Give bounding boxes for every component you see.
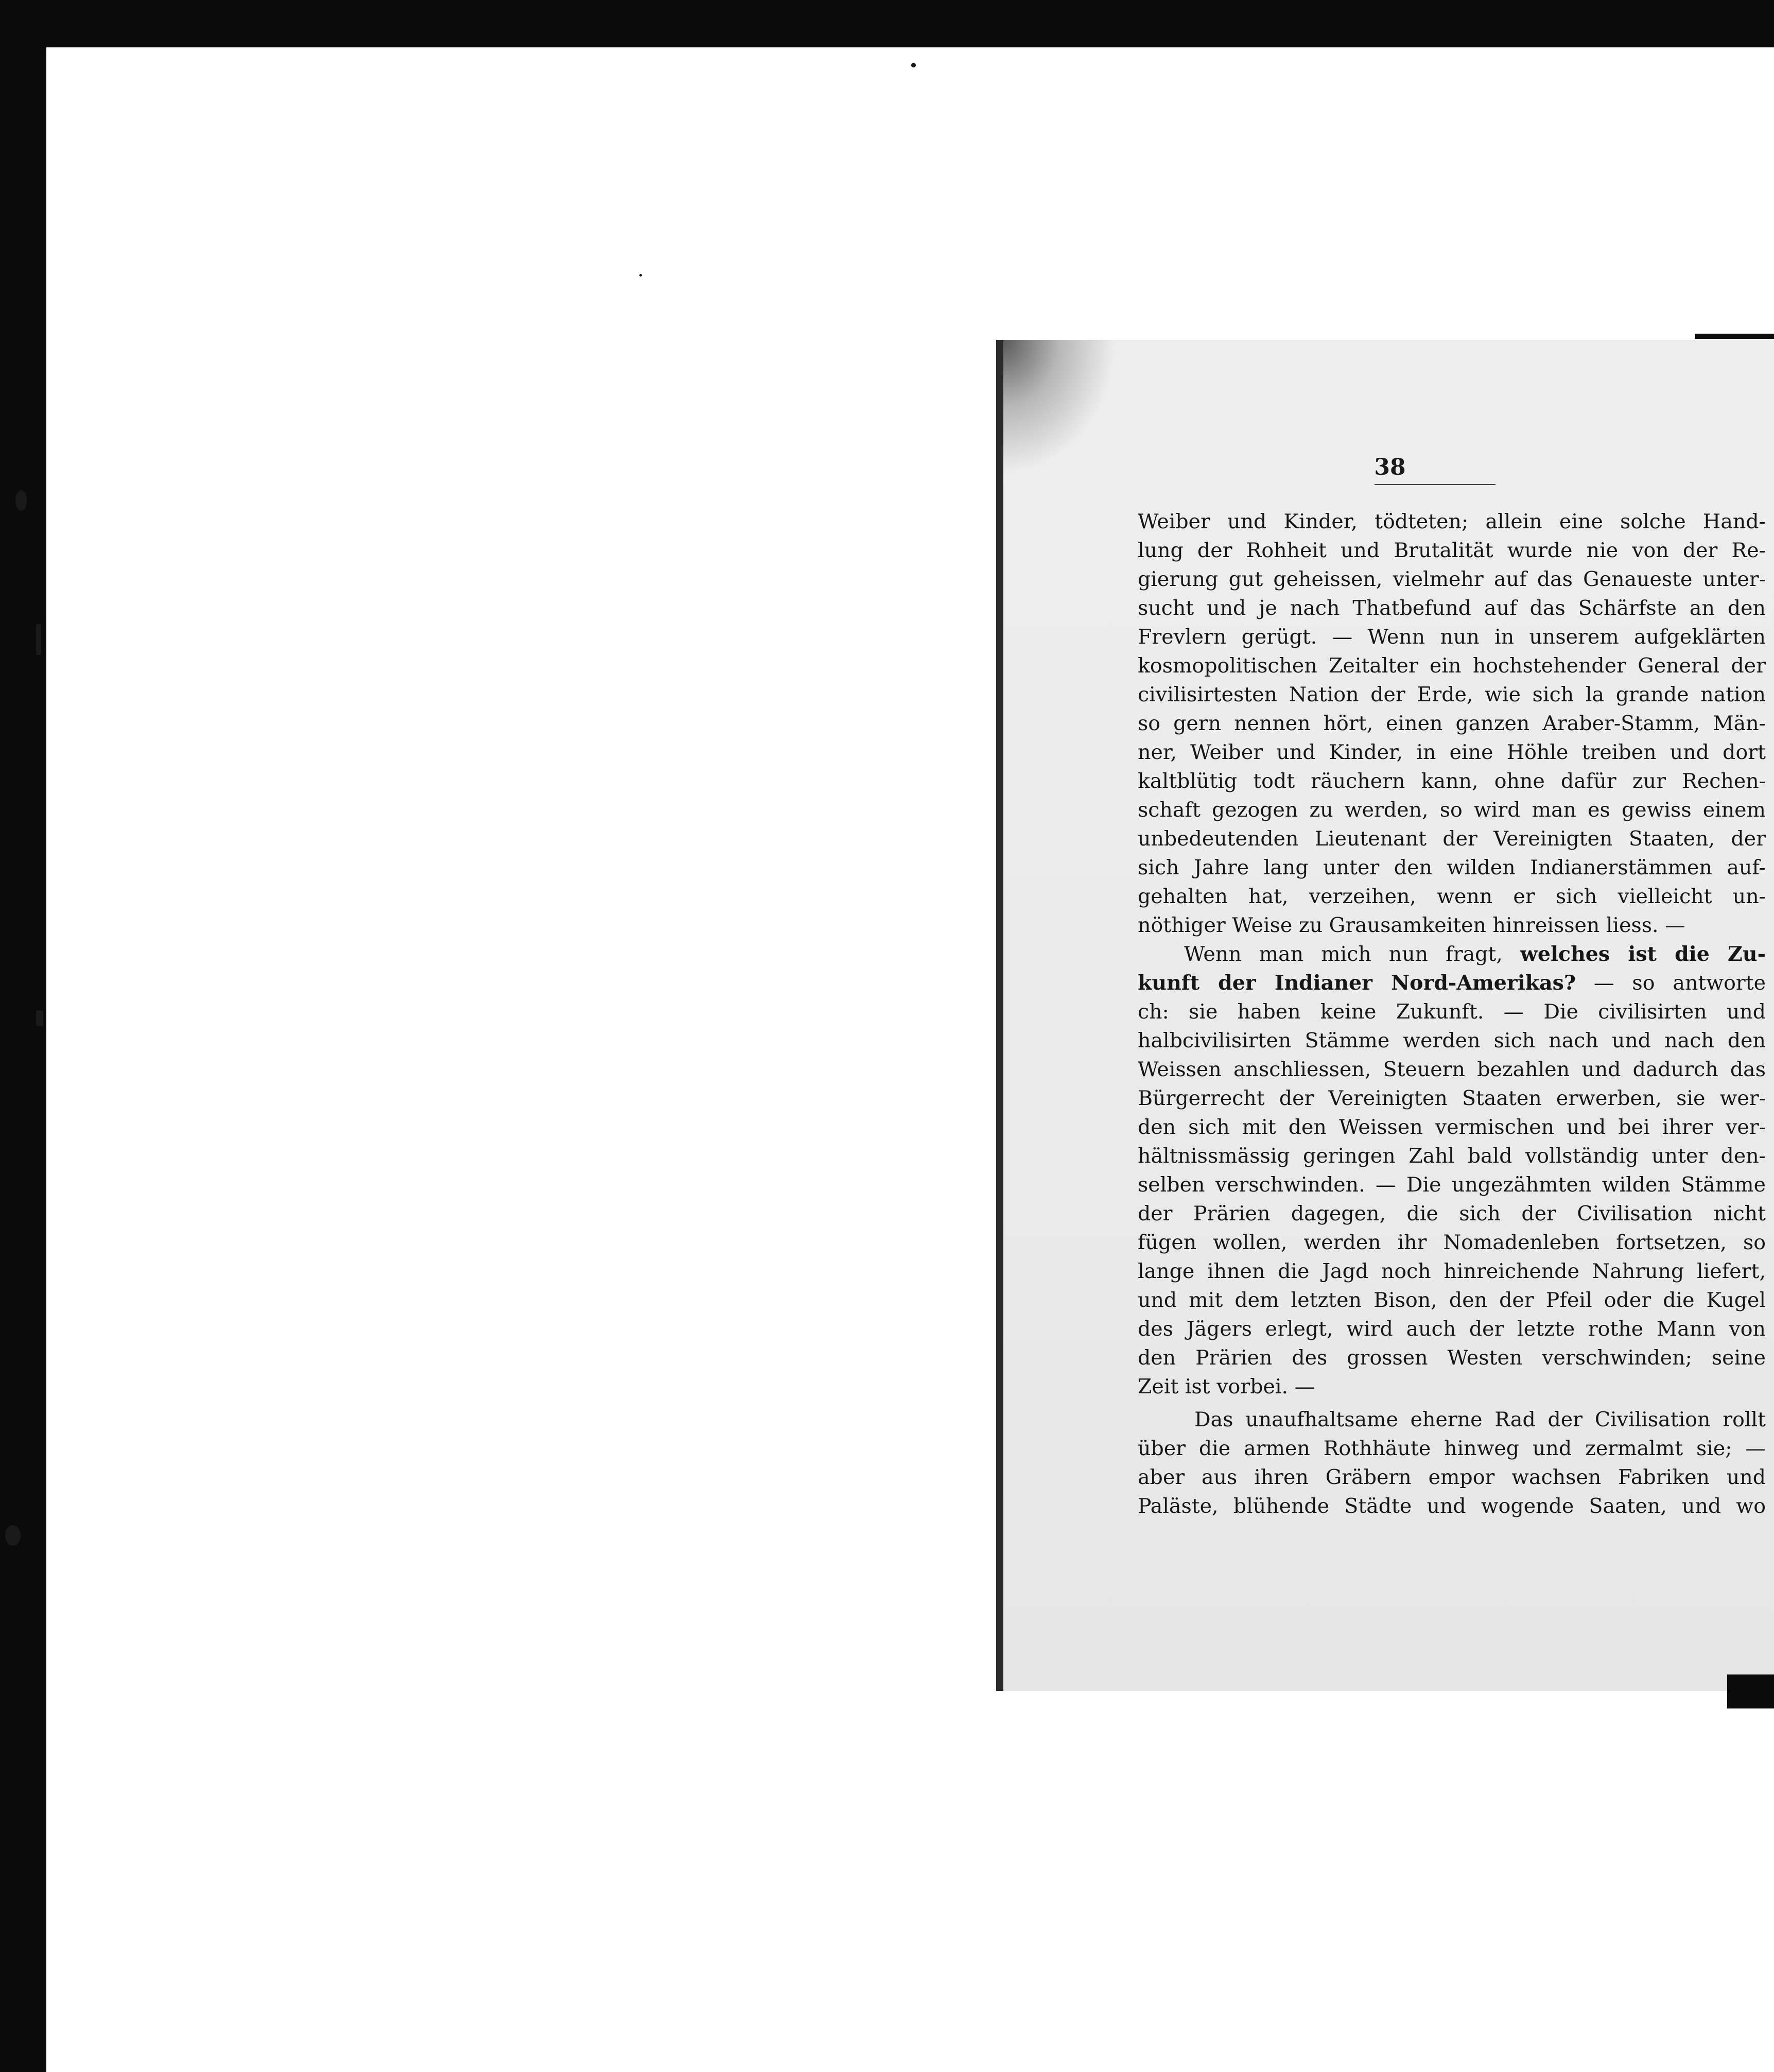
text-line: den Prärien des grossen Westen verschwinden; seine	[1138, 1346, 1766, 1370]
text-line: Zeit ist vorbei. —	[1138, 1375, 1315, 1398]
text-line: Paläste, blühende Städte und wogende Saaten, und wo	[1138, 1494, 1766, 1518]
dust-speck	[5, 1525, 21, 1546]
paragraph	[1138, 1405, 1766, 1521]
text-line: selben verschwinden. — Die ungezähmten wilden Stämme	[1138, 1173, 1766, 1197]
text-line: kosmopolitischen Zeitalter ein hochstehender General der	[1138, 654, 1766, 678]
text-line: nöthiger Weise zu Grausamkeiten hinreissen liess. —	[1138, 913, 1685, 937]
text-line	[1138, 940, 1766, 969]
text-line: halbcivilisirten Stämme werden sich nach und nach den	[1138, 1029, 1766, 1052]
text-line: sich Jahre lang unter den wilden Indianerstämmen auf-	[1138, 856, 1766, 879]
text-line	[1138, 969, 1766, 997]
text-line: gehalten hat, verzeihen, wenn er sich vielleicht un-	[1138, 885, 1766, 908]
dust-speck	[639, 274, 642, 277]
page-number-rule	[1375, 484, 1495, 485]
text-line: über die armen Rothhäute hinweg und zermalmt sie; —	[1138, 1437, 1766, 1460]
dust-speck	[911, 63, 916, 67]
text-line: ch: sie haben keine Zukunft. — Die civilisirten und	[1138, 1000, 1766, 1024]
paragraph	[1138, 940, 1766, 1401]
emphasis-text: kunft der Indianer Nord-Amerikas?	[1138, 971, 1576, 995]
text-line: Frevlern gerügt. — Wenn nun in unserem aufgeklärten	[1138, 625, 1766, 649]
text-line: hältnissmässig geringen Zahl bald vollständig unter den-	[1138, 1144, 1766, 1168]
text-line: kaltblütig todt räuchern kann, ohne dafür zur Rechen-	[1138, 769, 1766, 793]
page-binding-edge	[996, 340, 1003, 1691]
text-line: lung der Rohheit und Brutalität wurde nie von der Re-	[1138, 539, 1766, 562]
text-run: — so antworte	[1594, 971, 1766, 995]
text-line: sucht und je nach Thatbefund auf das Schärfste an den	[1138, 596, 1766, 620]
body-text	[1138, 507, 1766, 1521]
paragraph	[1138, 507, 1766, 940]
text-line: Weissen anschliessen, Steuern bezahlen und dadurch das	[1138, 1058, 1766, 1081]
dust-speck	[36, 1010, 43, 1026]
text-line: den sich mit den Weissen vermischen und bei ihrer ver-	[1138, 1115, 1766, 1139]
page-shadow	[1003, 340, 1117, 474]
text-line: aber aus ihren Gräbern empor wachsen Fabriken und	[1138, 1465, 1766, 1489]
text-line: Weiber und Kinder, tödteten; allein eine solche Hand-	[1138, 510, 1766, 533]
page-bottom-bar	[1727, 1674, 1774, 1708]
text-line: unbedeutenden Lieutenant der Vereinigten Staaten, der	[1138, 827, 1766, 851]
text-run: Wenn man mich nun fragt,	[1184, 942, 1503, 966]
page-top-border	[1695, 334, 1774, 339]
text-line: Bürgerrecht der Vereinigten Staaten erwerben, sie wer-	[1138, 1086, 1766, 1110]
microfilm-sheet	[46, 47, 1774, 2072]
text-line: so gern nennen hört, einen ganzen Araber-Stamm, Män-	[1138, 712, 1766, 735]
text-line: schaft gezogen zu werden, so wird man es gewiss einem	[1138, 798, 1766, 822]
text-line: fügen wollen, werden ihr Nomadenleben fortsetzen, so	[1138, 1231, 1766, 1254]
paragraph-gap	[1138, 1401, 1766, 1405]
text-line: und mit dem letzten Bison, den der Pfeil oder die Kugel	[1138, 1288, 1766, 1312]
text-line: Das unaufhaltsame eherne Rad der Civilisation rollt	[1194, 1408, 1766, 1431]
text-line: der Prärien dagegen, die sich der Civilisation nicht	[1138, 1202, 1766, 1225]
dust-speck	[36, 624, 41, 655]
text-line: ner, Weiber und Kinder, in eine Höhle treiben und dort	[1138, 740, 1766, 764]
emphasis-text: welches ist die Zu-	[1520, 942, 1766, 966]
text-line: des Jägers erlegt, wird auch der letzte rothe Mann von	[1138, 1317, 1766, 1341]
page-number: 38	[1374, 454, 1406, 480]
dust-speck	[15, 490, 27, 511]
text-line: lange ihnen die Jagd noch hinreichende Nahrung liefert,	[1138, 1259, 1766, 1283]
text-line: gierung gut geheissen, vielmehr auf das Genaueste unter-	[1138, 567, 1766, 591]
text-line: civilisirtesten Nation der Erde, wie sich la grande nation	[1138, 683, 1766, 706]
book-page	[996, 340, 1774, 1691]
